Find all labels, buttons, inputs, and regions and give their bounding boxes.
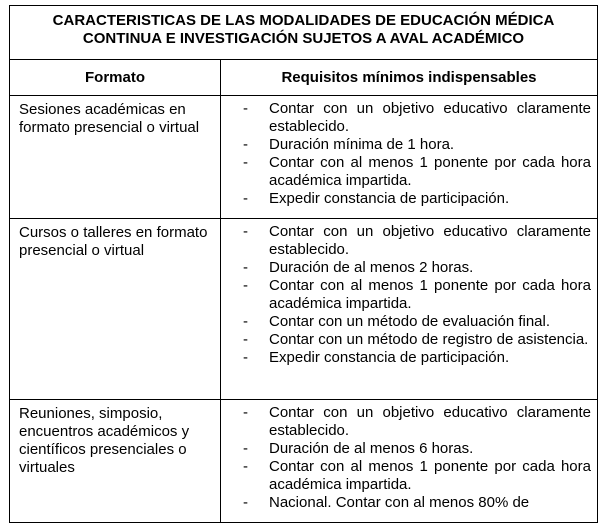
header-row (10, 60, 598, 96)
requirement-item (221, 458, 591, 494)
requirement-item (221, 190, 591, 208)
requirement-text: Expedir constancia de participación. (269, 190, 510, 207)
bullet-dash: - (243, 190, 248, 207)
bullet-dash: - (243, 277, 248, 294)
table-title (10, 6, 598, 60)
requirement-item (221, 154, 591, 190)
bullet-dash: - (243, 458, 248, 475)
requirement-text: Contar con un objetivo educativo claramente establecido. (269, 223, 591, 258)
requirement-item (221, 331, 591, 349)
requirement-text: Nacional. Contar con al menos 80% de (269, 494, 530, 511)
bullet-dash: - (243, 331, 248, 348)
modalities-table (9, 5, 598, 523)
requirement-item (221, 349, 591, 367)
table-title-line-1: CARACTERISTICAS DE LAS MODALIDADES DE EDUCACIÓN MÉDICA (52, 12, 555, 29)
table-row (10, 400, 598, 523)
bullet-dash: - (243, 223, 248, 240)
format-cell: Cursos o talleres en formato presencial o virtual (10, 219, 221, 400)
bullet-dash: - (243, 313, 248, 330)
title-row (10, 6, 598, 60)
requirement-text: Contar con un objetivo educativo claramente establecido. (269, 404, 591, 439)
requirements-cell (221, 96, 598, 219)
requirement-text: Contar con un método de registro de asistencia. (269, 331, 589, 348)
requirement-text: Contar con al menos 1 ponente por cada hora académica impartida. (269, 154, 591, 189)
bullet-dash: - (243, 100, 248, 117)
requirement-text: Duración mínima de 1 hora. (269, 136, 455, 153)
requirements-list (221, 100, 591, 208)
requirements-cell (221, 400, 598, 523)
requirement-text: Contar con un objetivo educativo claramente establecido. (269, 100, 591, 135)
requirement-item (221, 440, 591, 458)
requirements-list (221, 223, 591, 367)
bullet-dash: - (243, 136, 248, 153)
requirement-text: Contar con al menos 1 ponente por cada hora académica impartida. (269, 277, 591, 312)
bullet-dash: - (243, 494, 248, 511)
requirement-text: Contar con al menos 1 ponente por cada hora académica impartida. (269, 458, 591, 493)
requirement-item (221, 277, 591, 313)
requirements-list (221, 404, 591, 512)
format-cell: Reuniones, simposio, encuentros académicos y científicos presenciales o virtuales (10, 400, 221, 523)
header-requirements: Requisitos mínimos indispensables (221, 60, 598, 96)
requirement-item (221, 100, 591, 136)
bullet-dash: - (243, 440, 248, 457)
requirement-text: Duración de al menos 6 horas. (269, 440, 474, 457)
bullet-dash: - (243, 259, 248, 276)
header-format: Formato (10, 60, 221, 96)
requirement-item (221, 313, 591, 331)
requirement-item (221, 223, 591, 259)
table-row (10, 96, 598, 219)
requirement-text: Contar con un método de evaluación final. (269, 313, 551, 330)
bullet-dash: - (243, 154, 248, 171)
requirement-text: Duración de al menos 2 horas. (269, 259, 474, 276)
table-title-line-2: CONTINUA E INVESTIGACIÓN SUJETOS A AVAL ACADÉMICO (82, 30, 525, 47)
bullet-dash: - (243, 349, 248, 366)
format-cell: Sesiones académicas en formato presencial o virtual (10, 96, 221, 219)
requirement-item (221, 136, 591, 154)
bullet-dash: - (243, 404, 248, 421)
table-row (10, 219, 598, 400)
requirement-item (221, 494, 591, 512)
requirement-item (221, 259, 591, 277)
requirement-text: Expedir constancia de participación. (269, 349, 510, 366)
requirement-item (221, 404, 591, 440)
requirements-cell (221, 219, 598, 400)
